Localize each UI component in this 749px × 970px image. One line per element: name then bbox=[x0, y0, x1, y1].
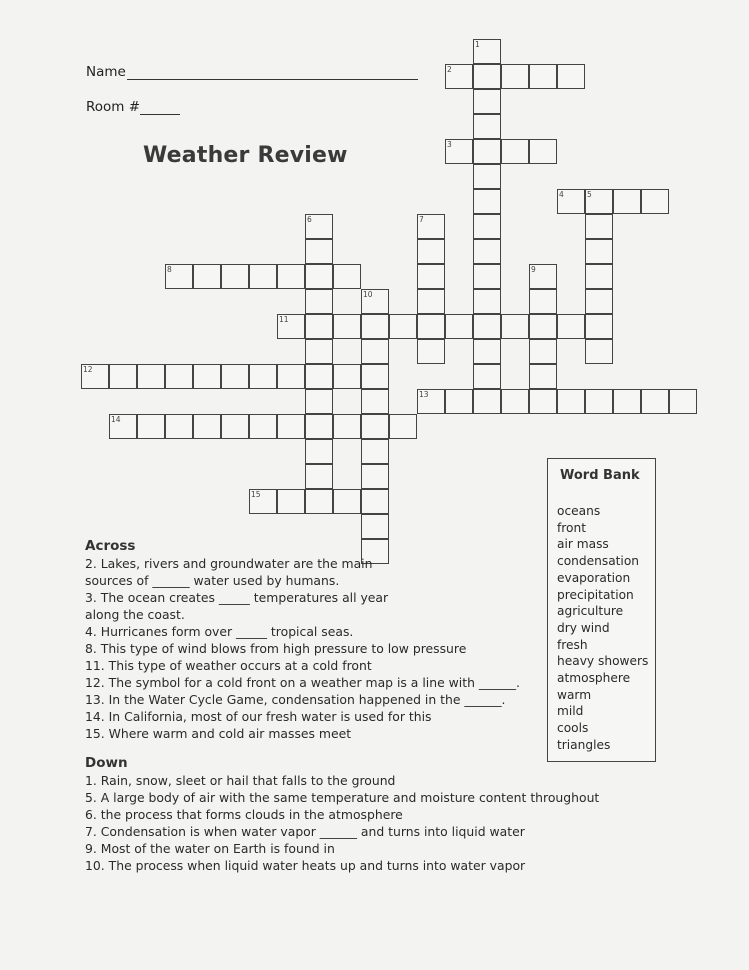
word-bank-item: heavy showers bbox=[557, 654, 649, 669]
word-bank-list bbox=[557, 503, 648, 754]
clue-number: 14 bbox=[111, 415, 121, 424]
word-bank-item: condensation bbox=[557, 554, 640, 569]
crossword-cell[interactable] bbox=[529, 139, 557, 164]
word-bank-item: oceans bbox=[557, 504, 601, 518]
crossword-cell[interactable] bbox=[361, 439, 389, 464]
crossword-cell[interactable] bbox=[501, 64, 529, 89]
name-label: Name bbox=[86, 64, 126, 80]
crossword-cell[interactable] bbox=[305, 414, 333, 439]
crossword-cell[interactable] bbox=[249, 364, 277, 389]
crossword-cell[interactable] bbox=[417, 264, 445, 289]
crossword-cell[interactable] bbox=[473, 239, 501, 264]
crossword-cell[interactable] bbox=[445, 389, 473, 414]
crossword-cell[interactable] bbox=[361, 364, 389, 389]
word-bank bbox=[547, 458, 656, 762]
crossword-cell[interactable] bbox=[221, 264, 249, 289]
crossword-cell[interactable] bbox=[613, 189, 641, 214]
crossword-cell[interactable] bbox=[529, 339, 557, 364]
crossword-cell[interactable] bbox=[585, 314, 613, 339]
crossword-cell[interactable] bbox=[137, 364, 165, 389]
crossword-cell[interactable] bbox=[473, 139, 501, 164]
crossword-cell[interactable] bbox=[445, 314, 473, 339]
clue-number: 8 bbox=[167, 265, 172, 274]
clue-line: 15. Where warm and cold air masses meet bbox=[85, 726, 352, 741]
crossword-cell[interactable] bbox=[277, 364, 305, 389]
clue-number: 10 bbox=[363, 290, 373, 299]
crossword-cell[interactable] bbox=[305, 464, 333, 489]
crossword-cell[interactable] bbox=[501, 314, 529, 339]
word-bank-item: triangles bbox=[557, 737, 611, 752]
word-bank-item: front bbox=[557, 520, 586, 535]
crossword-cell[interactable] bbox=[333, 314, 361, 339]
crossword-cell[interactable] bbox=[585, 389, 613, 414]
page-title: Weather Review bbox=[143, 143, 348, 168]
clue-number: 5 bbox=[587, 190, 592, 199]
crossword-cell[interactable] bbox=[193, 364, 221, 389]
word-bank-item: cools bbox=[557, 721, 589, 736]
crossword-cell[interactable] bbox=[361, 339, 389, 364]
crossword-cell[interactable] bbox=[193, 414, 221, 439]
crossword-cell[interactable] bbox=[669, 389, 697, 414]
crossword-cell[interactable] bbox=[473, 264, 501, 289]
word-bank-item: agriculture bbox=[557, 604, 624, 619]
crossword-cell[interactable] bbox=[641, 189, 669, 214]
crossword-cell[interactable] bbox=[557, 389, 585, 414]
clue-number: 13 bbox=[419, 390, 429, 399]
crossword-cell[interactable] bbox=[473, 214, 501, 239]
clue-line: 4. Hurricanes form over _____ tropical seas. bbox=[85, 624, 354, 639]
crossword-cell[interactable] bbox=[473, 289, 501, 314]
crossword-cell[interactable] bbox=[417, 289, 445, 314]
word-bank-item: evaporation bbox=[557, 570, 631, 585]
crossword-cell[interactable] bbox=[473, 389, 501, 414]
clue-line: 2. Lakes, rivers and groundwater are the main bbox=[85, 556, 373, 571]
crossword-cell[interactable] bbox=[585, 214, 613, 239]
crossword-cell[interactable] bbox=[501, 139, 529, 164]
clue-line: sources of ______ water used by humans. bbox=[85, 573, 340, 588]
crossword-cell[interactable] bbox=[585, 264, 613, 289]
down-clues bbox=[85, 772, 599, 874]
crossword-cell[interactable] bbox=[165, 414, 193, 439]
room-label: Room # bbox=[86, 99, 141, 115]
clue-line: 12. The symbol for a cold front on a weather map is a line with ______. bbox=[85, 675, 520, 690]
crossword-cell[interactable] bbox=[305, 289, 333, 314]
word-bank-item: atmosphere bbox=[557, 671, 631, 686]
crossword-cell[interactable] bbox=[361, 464, 389, 489]
crossword-cell[interactable] bbox=[529, 314, 557, 339]
crossword-cell[interactable] bbox=[417, 314, 445, 339]
crossword-cell[interactable] bbox=[641, 389, 669, 414]
crossword-cell[interactable] bbox=[249, 414, 277, 439]
crossword-cell[interactable] bbox=[557, 64, 585, 89]
crossword-cell[interactable] bbox=[417, 339, 445, 364]
crossword-cell[interactable] bbox=[277, 414, 305, 439]
crossword-cell[interactable] bbox=[361, 514, 389, 539]
clue-number: 7 bbox=[419, 215, 424, 224]
crossword-cell[interactable] bbox=[473, 314, 501, 339]
crossword-cell[interactable] bbox=[473, 89, 501, 114]
across-clues bbox=[85, 555, 520, 742]
crossword-cell[interactable] bbox=[333, 414, 361, 439]
clue-number: 15 bbox=[251, 490, 261, 499]
crossword-cell[interactable] bbox=[221, 414, 249, 439]
crossword-cell[interactable] bbox=[529, 364, 557, 389]
crossword-cell[interactable] bbox=[529, 64, 557, 89]
clue-number: 1 bbox=[475, 40, 480, 49]
crossword-cell[interactable] bbox=[389, 414, 417, 439]
crossword-cell[interactable] bbox=[529, 289, 557, 314]
word-bank-item: air mass bbox=[557, 537, 609, 552]
crossword-cell[interactable] bbox=[221, 364, 249, 389]
crossword-cell[interactable] bbox=[249, 264, 277, 289]
crossword-cell[interactable] bbox=[585, 289, 613, 314]
crossword-cell[interactable] bbox=[305, 239, 333, 264]
word-bank-title: Word Bank bbox=[560, 468, 640, 483]
clue-number: 4 bbox=[559, 190, 564, 199]
crossword-cell[interactable] bbox=[613, 389, 641, 414]
crossword-cell[interactable] bbox=[193, 264, 221, 289]
clue-line: along the coast. bbox=[85, 607, 185, 622]
across-heading: Across bbox=[85, 538, 136, 554]
crossword-cell[interactable] bbox=[333, 364, 361, 389]
crossword-cell[interactable] bbox=[305, 439, 333, 464]
clue-number: 3 bbox=[447, 140, 452, 149]
clue-number: 11 bbox=[279, 315, 289, 324]
crossword-cell[interactable] bbox=[585, 239, 613, 264]
clue-number: 12 bbox=[83, 365, 93, 374]
clue-line: 7. Condensation is when water vapor ______ and turns into liquid water bbox=[85, 824, 525, 839]
clue-number: 6 bbox=[307, 215, 312, 224]
crossword-cell[interactable] bbox=[389, 314, 417, 339]
clue-line: 6. the process that forms clouds in the atmosphere bbox=[85, 807, 403, 822]
crossword-cell[interactable] bbox=[361, 414, 389, 439]
crossword-cell[interactable] bbox=[473, 164, 501, 189]
clue-line: 10. The process when liquid water heats up and turns into water vapor bbox=[85, 858, 526, 873]
crossword-cell[interactable] bbox=[473, 114, 501, 139]
crossword-cell[interactable] bbox=[333, 489, 361, 514]
word-bank-item: dry wind bbox=[557, 620, 610, 635]
crossword-cell[interactable] bbox=[361, 489, 389, 514]
crossword-cell[interactable] bbox=[501, 389, 529, 414]
word-bank-item: warm bbox=[557, 687, 592, 702]
crossword-cell[interactable] bbox=[165, 364, 193, 389]
clue-number: 9 bbox=[531, 265, 536, 274]
crossword-cell[interactable] bbox=[137, 414, 165, 439]
word-bank-item: fresh bbox=[557, 637, 588, 652]
clue-line: 9. Most of the water on Earth is found in bbox=[85, 841, 335, 856]
crossword-cell[interactable] bbox=[473, 189, 501, 214]
crossword-cell[interactable] bbox=[417, 239, 445, 264]
clue-line: 14. In California, most of our fresh water is used for this bbox=[85, 709, 432, 724]
crossword-cell[interactable] bbox=[473, 364, 501, 389]
crossword-cell[interactable] bbox=[305, 489, 333, 514]
clue-number: 2 bbox=[447, 65, 452, 74]
crossword-cell[interactable] bbox=[473, 64, 501, 89]
crossword-cell[interactable] bbox=[361, 314, 389, 339]
down-heading: Down bbox=[85, 755, 128, 771]
crossword-cell[interactable] bbox=[473, 339, 501, 364]
crossword-cell[interactable] bbox=[305, 264, 333, 289]
crossword-cell[interactable] bbox=[557, 314, 585, 339]
clue-line: 11. This type of weather occurs at a cold front bbox=[85, 658, 372, 673]
crossword-cell[interactable] bbox=[305, 339, 333, 364]
clue-line: 8. This type of wind blows from high pressure to low pressure bbox=[85, 641, 467, 656]
clue-line: 13. In the Water Cycle Game, condensation happened in the ______. bbox=[85, 692, 506, 707]
word-bank-item: mild bbox=[557, 704, 584, 719]
crossword-cell[interactable] bbox=[361, 389, 389, 414]
crossword-cell[interactable] bbox=[277, 489, 305, 514]
crossword-cell[interactable] bbox=[529, 389, 557, 414]
clue-line: 5. A large body of air with the same temperature and moisture content throughout bbox=[85, 790, 600, 805]
crossword-cell[interactable] bbox=[109, 364, 137, 389]
word-bank-item: precipitation bbox=[557, 587, 634, 602]
crossword-cell[interactable] bbox=[333, 264, 361, 289]
crossword-cell[interactable] bbox=[305, 389, 333, 414]
crossword-cell[interactable] bbox=[305, 314, 333, 339]
crossword-cell[interactable] bbox=[305, 364, 333, 389]
crossword-cell[interactable] bbox=[585, 339, 613, 364]
clue-line: 3. The ocean creates _____ temperatures all year bbox=[85, 590, 389, 605]
crossword-cell[interactable] bbox=[277, 264, 305, 289]
clue-line: 1. Rain, snow, sleet or hail that falls to the ground bbox=[85, 773, 396, 788]
